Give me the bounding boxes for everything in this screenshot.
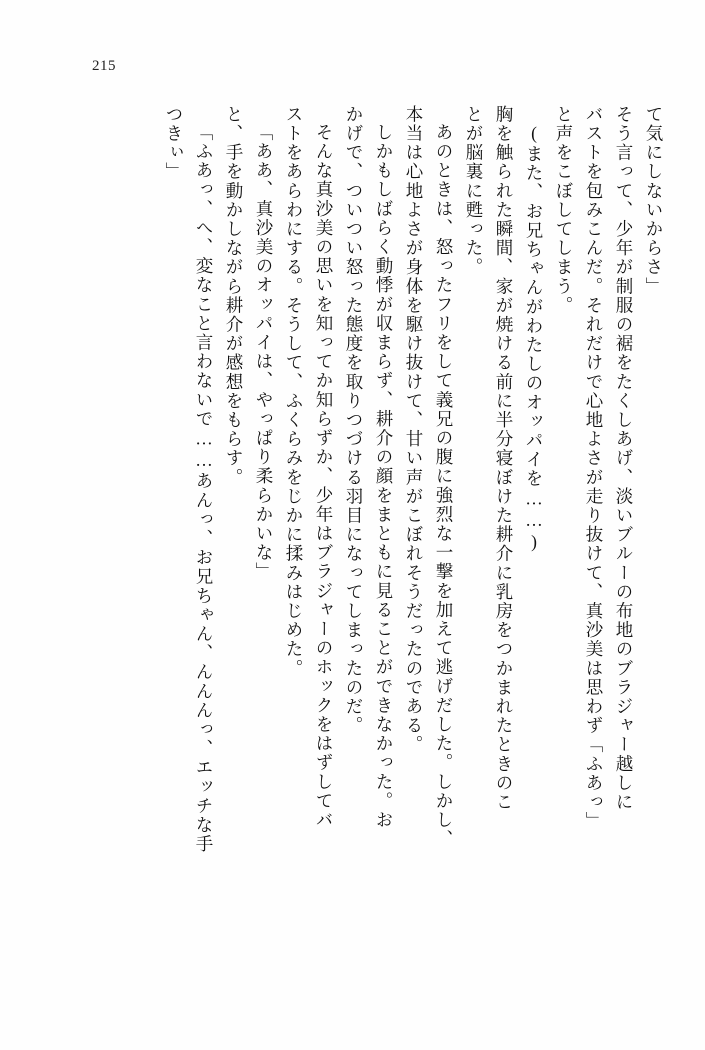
vertical-text-block bbox=[60, 105, 669, 975]
text-line: ストをあらわにする。そうして、ふくらみをじかに揉みはじめた。 bbox=[284, 105, 304, 678]
text-line: 本当は心地よさが身体を駆け抜けて、甘い声がこぼれそうだったのである。 bbox=[404, 105, 424, 755]
text-line: て気にしないからさ」 bbox=[644, 105, 664, 296]
text-line: バストを包みこんだ。それだけで心地よさが走り抜けて、真沙美は思わず「ふあっ」 bbox=[584, 105, 604, 831]
text-line: しかもしばらく動悸が収まらず、耕介の顔をまともに見ることができなかった。お bbox=[374, 123, 394, 830]
text-line: (また、お兄ちゃんがわたしのオッパイを……) bbox=[524, 123, 544, 554]
text-line: とが脳裏に甦った。 bbox=[464, 105, 484, 277]
text-line: と声をこぼしてしまう。 bbox=[554, 105, 574, 316]
text-line: あのときは、怒ったフリをして義兄の腹に強烈な一撃を加えて逃げだした。しかし、 bbox=[434, 123, 454, 849]
text-line: 胸を触られた瞬間、家が焼ける前に半分寝ぼけた耕介に乳房をつかまれたときのこ bbox=[494, 105, 514, 812]
text-line: かげで、ついつい怒った態度を取りつづける羽目になってしまったのだ。 bbox=[344, 105, 364, 736]
text-line: 「ふあっ、へ、変なこと言わないで……あんっ、お兄ちゃん、んんんっ、エッチな手 bbox=[194, 123, 214, 854]
text-line: そう言って、少年が制服の裾をたくしあげ、淡いブルーの布地のブラジャー越しに bbox=[614, 105, 634, 812]
page-number: 215 bbox=[92, 58, 116, 74]
text-line: つきぃ」 bbox=[164, 105, 184, 182]
text-line: そんな真沙美の思いを知ってか知らずか、少年はブラジャーのホックをはずしてバ bbox=[314, 123, 334, 830]
text-line: と、手を動かしながら耕介が感想をもらす。 bbox=[224, 105, 244, 487]
text-line: 「ああ、真沙美のオッパイは、やっぱり柔らかいな」 bbox=[254, 123, 274, 582]
